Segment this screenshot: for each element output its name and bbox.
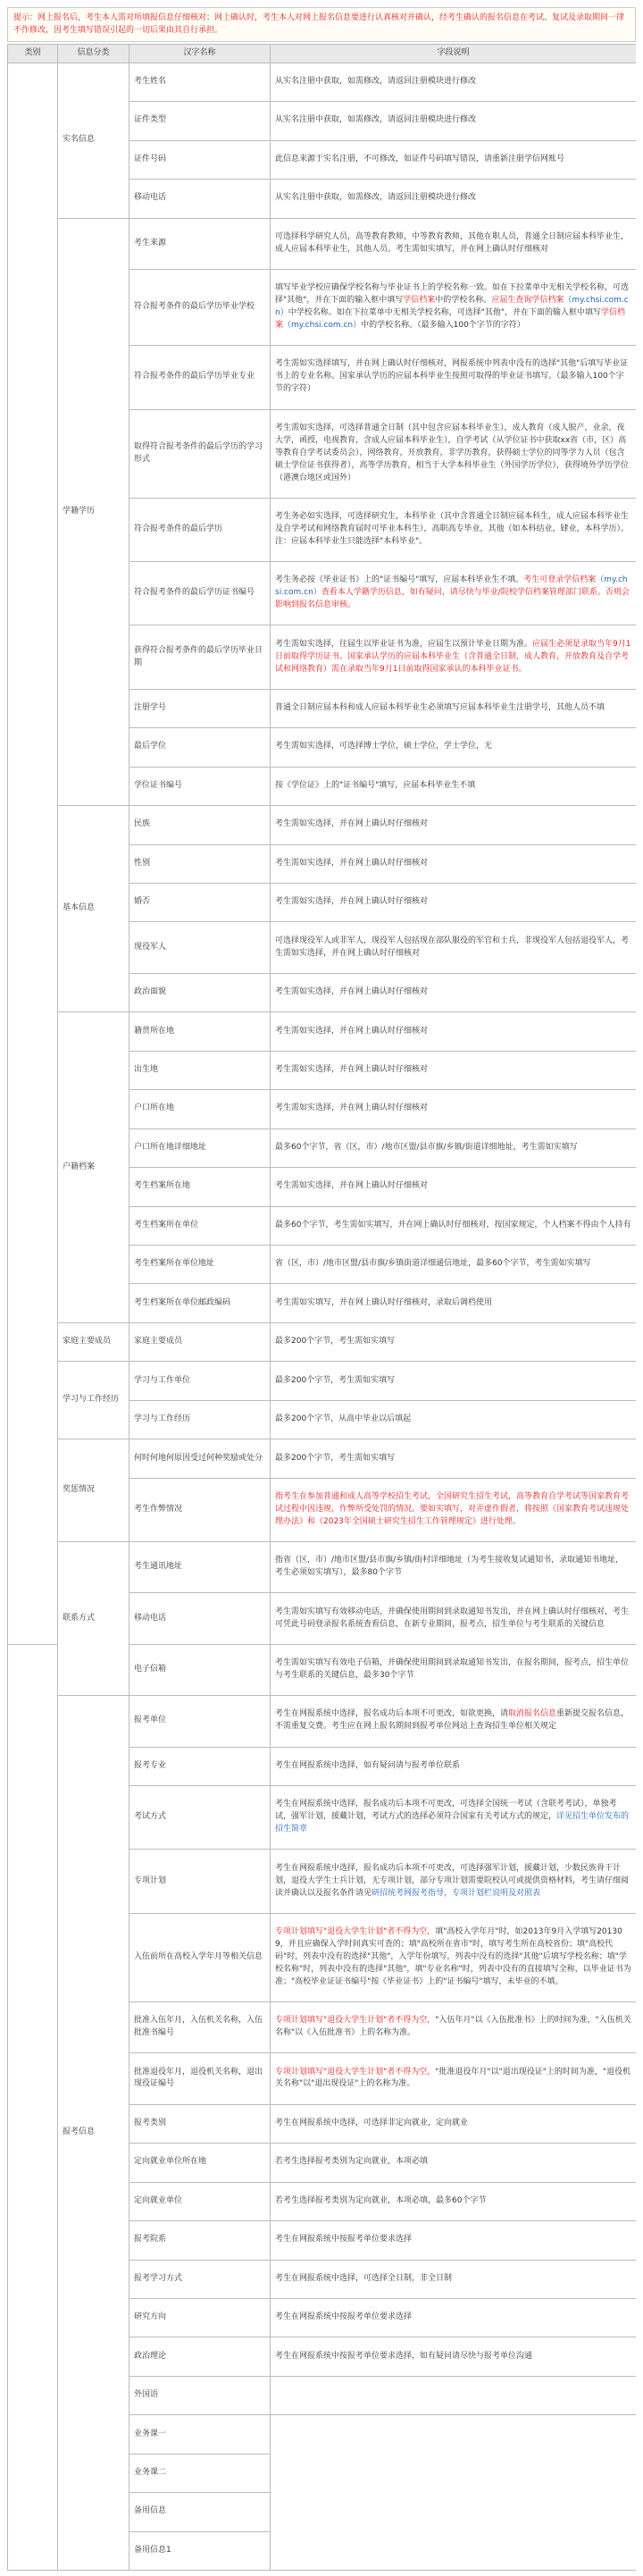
field-name-cell: 符合报考条件的最后学历毕业学校 [129, 269, 271, 345]
desc-text: 查看本人学籍学历信息，如有疑问，请尽快与毕业/院校学信档案管理部门联系。否则会影响到报名信息审核。 [275, 588, 630, 610]
field-desc-cell [271, 2182, 637, 2220]
desc-text: 重新提交报名信息，不需重复交费。考生应在网上报名期间到报考单位网站上查询招生单位相关规定 [275, 1709, 630, 1732]
desc-text: 详见招生单位发布的招生简章 [275, 1812, 630, 1834]
desc-text: 填"高校入学年月"时，如2013年9月入学填写201309，并且应确保入学时间真实可查的；填"高校所在省市"时，填写考生所在高校省份；填"高校代码"时，列表中没有的选择"其他"，入学年份填写，列表中没有的选择"其他"后填写学校名称；填"学校名称"时，列表中没有的选择"其他"，填"专业名称"时，列表中没有的直接填写全称，以毕业证书为准；"高校毕业证证书编号"按《毕业证书》上的"证书编号"填写，未毕业的不填。 [275, 1926, 631, 1986]
desc-text: 中的学校名称。（最多输入100个字节的字符） [361, 320, 525, 330]
desc-text: 考生需如实选择，可选择普通全日制（其中包含应届本科毕业生），成人教育（成人脱产，业余，夜大学，函授，电视教育，含成人应届本科毕业生），自学考试（从学位证书中获取xx省（市，区）高等教育自学考试委员会），网络教育，开放教育，非学历教育，获得硕士学位的同等学力人员（包含硕士学位证书获得者），高等学历教育，相当于大学本科毕业生（外国学历学位），获得境外学历学位（港澳台地区或国外） [275, 423, 630, 482]
field-name-cell: 报考专业 [129, 1747, 271, 1785]
field-name-cell: 考生档案所在单位邮政编码 [129, 1284, 271, 1322]
field-desc-cell [271, 883, 637, 921]
desc-text: 可选择科学研究人员，高等教育教师，中等教育教师，其他在职人员，普通全日制应届本科毕业生，成人应届本科毕业生，其他人员。考生需如实填写，并在网上确认时仔细核对 [275, 231, 630, 254]
field-name-cell: 考生档案所在单位 [129, 1206, 271, 1245]
field-desc-cell [271, 1644, 637, 1695]
field-name-cell: 移动电话 [129, 1593, 271, 1644]
field-desc-cell [271, 1362, 637, 1400]
desc-text: 考生在网报系统中选择，报名成功后本项不可更改，可选择强军计划，援藏计划，少数民族骨干计划，退役大学生士兵计划，无专项计划，部分专项计划需要院校认可或提供资格材料，考生请仔细阅读并确认以及报名条件请见 [275, 1863, 630, 1898]
desc-text: 考生在网报系统中按报考单位要求选择 [275, 2235, 413, 2245]
desc-text: 若考生选择报考类别为定向就业，本项必填，最多60个字节 [275, 2195, 487, 2205]
info-class-cell: 学籍学历 [58, 218, 129, 806]
desc-text: 学信档案 [275, 308, 626, 330]
table-row [8, 1322, 637, 1361]
field-desc-cell [271, 1747, 637, 1785]
desc-text: （my.chsi.com.cn） [275, 296, 629, 318]
desc-text: 应届生必须是录取当年9月1日前取得学历证书。国家承认学历的应届本科毕业生（含普通全日制，成人教育，开放教育及自学考试和网络教育）需在录取当年9月1日前取得国家承认的本科毕业证书。 [275, 639, 631, 674]
field-desc-cell [271, 1322, 637, 1361]
field-desc-cell [271, 1542, 637, 1593]
field-name-cell: 学习与工作经历 [129, 1400, 271, 1439]
desc-text: 考生务必如实选择，可选择研究生，本科毕业（其中含普通全日制应届本科生，成人应届本科毕业生及自学考试和网络教育届时可毕业本科生），高职高专毕业，其他（如本科结业，肄业，本科学历）。注：应届本科毕业生只能选择"本科毕业"。 [275, 511, 630, 546]
table-row [8, 218, 637, 269]
desc-text: 考生需如实选择，可选择博士学位，硕士学位，学士学位，无 [275, 742, 493, 751]
table-row [8, 63, 637, 101]
desc-text: 普通全日制应届本科和成人应届本科毕业生必须填写应届本科毕业生注册学号，其他人员不填 [275, 702, 605, 712]
field-name-cell: 考试方式 [129, 1786, 271, 1850]
field-name-cell: 批准退役年月，退役机关名称，退出现役证编号 [129, 2053, 271, 2104]
field-desc-cell [271, 2001, 637, 2052]
info-class-cell: 奖惩情况 [58, 1439, 129, 1542]
info-class-cell: 户籍档案 [58, 1012, 129, 1323]
field-name-cell: 符合报考条件的最后学历证书编号 [129, 562, 271, 625]
field-desc-cell [271, 1284, 637, 1322]
field-desc-cell [271, 2144, 637, 2182]
desc-text: 考生在网报系统中选择，可选择非定向就业，定向就业 [275, 2118, 469, 2127]
field-spec-table [7, 44, 636, 2571]
field-desc-cell [271, 1439, 637, 1478]
table-row [8, 1439, 637, 1478]
field-name-cell: 学习与工作单位 [129, 1362, 271, 1400]
desc-text: 指省（区，市）/地市区盟/县市旗/乡镇/街村详细地址（为考生接收复试通知书，录取通知书地址，考生必须如实填写），最多80个字节 [275, 1556, 624, 1578]
field-name-cell: 移动电话 [129, 180, 271, 218]
field-name-cell: 学位证书编号 [129, 767, 271, 805]
field-name-cell: 考生通讯地址 [129, 1542, 271, 1593]
category-cell [8, 63, 58, 1644]
desc-text: 考生需如实选择，往届生以毕业证书为准，应届生以预计毕业日期为准。 [275, 639, 533, 649]
header-field-name: 汉字名称 [129, 44, 271, 63]
info-class-cell: 学习与工作经历 [58, 1362, 129, 1439]
field-desc-cell [271, 728, 637, 767]
field-name-cell: 定向就业单位 [129, 2182, 271, 2220]
desc-text: 专项计划填写"退役大学生计划"者不得为空， [275, 1926, 436, 1936]
table-row [8, 1362, 637, 1400]
field-name-cell: 政治面貌 [129, 973, 271, 1011]
field-name-cell: 入伍前所在高校入学年月等相关信息 [129, 1913, 271, 2001]
field-name-cell: 民族 [129, 806, 271, 844]
desc-text: 最多60个字节，省（区，市）/地市区盟/县市旗/乡镇/街道详细地址，考生需如实填写 [275, 1142, 578, 1152]
field-name-cell: 考生档案所在地 [129, 1168, 271, 1206]
desc-text: 从实名注册中获取，如需修改，请返回注册模块进行修改 [275, 193, 477, 203]
desc-text: 最多200个字节，从高中毕业以后填起 [275, 1414, 412, 1424]
category-cell [8, 1644, 58, 2570]
desc-text: 考生需如实填写有效电子信箱，并确保使用期间到录取通知书发出，在报名期间，报考点，招生单位与考生联系的关键信息，最多30个字节 [275, 1658, 630, 1680]
header-field-desc: 字段说明 [271, 44, 637, 63]
desc-text: 学信档案 [403, 296, 436, 306]
info-class-cell: 联系方式 [58, 1542, 129, 1696]
table-row [8, 806, 637, 844]
desc-text: 最多200个字节，考生需如实填写 [275, 1453, 396, 1463]
desc-text: 考生务必按《毕业证书》上的"证书编号"填写，应届本科毕业生不填。 [275, 575, 524, 585]
tip-notice: 提示：网上报名后，考生本人需对所填报信息仔细核对；网上确认时，考生本人对网上报名信息要进行认真核对并确认，经考生确认的报名信息在考试、复试及录取期间一律不作修改，因考生填写错误引起的一切后果由其自行承担。 [7, 7, 636, 42]
desc-text: 考生在网报系统中选择，如有疑问请与报考单位联系 [275, 1760, 461, 1770]
field-desc-cell [271, 625, 637, 689]
field-desc-cell [271, 689, 637, 727]
desc-text: 指考生在参加普通和成人高等学校招生考试，全国研究生招生考试，高等教育自学考试等国家教育考试过程中因违规，作弊所受处罚的情况。要如实填写，对弄虚作假者，将按照《国家教育考试违规处理办法》和《2023年全国硕士研究生招生工作管理规定》进行处理。 [275, 1491, 630, 1526]
desc-text: 最多60个字节，考生需如实填写，并在网上确认时仔细核对，按国家规定，个人档案不得由个人持有 [275, 1220, 631, 1229]
desc-text: 从实名注册中获取，如需修改，请返回注册模块进行修改 [275, 76, 477, 86]
field-name-cell: 业务课一 [129, 2415, 271, 2454]
field-name-cell: 现役军人 [129, 922, 271, 973]
field-desc-cell [271, 1478, 637, 1541]
desc-text: 最多200个字节，考生需如实填写 [275, 1375, 396, 1385]
field-name-cell: 报考类别 [129, 2104, 271, 2143]
field-desc-cell [271, 218, 637, 269]
field-name-cell: 符合报考条件的最后学历毕业专业 [129, 346, 271, 409]
field-name-cell: 定向就业单位所在地 [129, 2144, 271, 2182]
field-name-cell: 户口所在地详细地址 [129, 1129, 271, 1167]
field-name-cell: 报考学习方式 [129, 2260, 271, 2298]
field-name-cell: 研究方向 [129, 2298, 271, 2337]
field-desc-cell [271, 1850, 637, 1913]
desc-text: 考生在网报系统中选择，报名成功后本项不可更改，可选择全国统一考试（含联考考试），单独考试，强军计划，援藏计划，考试方式的选择必须符合国家有关考试方式的规定， [275, 1800, 617, 1822]
field-desc-cell [271, 102, 637, 140]
desc-text: 最多200个字节，考生需如实填写 [275, 1337, 396, 1347]
field-desc-cell [271, 1245, 637, 1283]
desc-text: 考生需如实选择，并在网上确认时仔细核对 [275, 858, 429, 868]
field-name-cell: 批准入伍年月，入伍机关名称，入伍批准书编号 [129, 2001, 271, 2052]
table-row [8, 1542, 637, 1593]
field-name-cell: 证件类型 [129, 102, 271, 140]
field-desc-cell [271, 346, 637, 409]
field-name-cell: 符合报考条件的最后学历 [129, 498, 271, 561]
field-desc-cell [271, 2260, 637, 2298]
desc-text: 若考生选择报考类别为定向就业，本项必填 [275, 2157, 429, 2167]
desc-text: 填写毕业学校应确保学校名称与毕业证书上的学校名称一致。如在下拉菜单中无相关学校名称，可选择"其他"，并在下面的输入框中填写 [275, 283, 630, 306]
table-row [8, 1012, 637, 1051]
field-desc-cell [271, 1168, 637, 1206]
field-desc-cell [271, 767, 637, 805]
field-desc-cell [271, 63, 637, 101]
desc-text: 考生需如实选择，并在网上确认时仔细核对 [275, 819, 429, 829]
desc-text: 考生需如实选择，并在网上确认时仔细核对 [275, 987, 429, 997]
field-name-cell: 籍贯所在地 [129, 1012, 271, 1051]
header-category: 类别 [8, 44, 58, 63]
field-desc-cell [271, 973, 637, 1011]
page [7, 7, 636, 2571]
field-name-cell: 专项计划 [129, 1850, 271, 1913]
desc-text: 考生需如实选择，并在网上确认时仔细核对 [275, 1181, 429, 1191]
table-body [8, 63, 637, 2570]
desc-text: 从实名注册中获取，如需修改，请返回注册模块进行修改 [275, 115, 477, 125]
desc-text: 应届生查询学信档案 [491, 296, 564, 306]
field-desc-cell [271, 140, 637, 179]
field-desc-cell [271, 1206, 637, 1245]
field-name-cell: 备用信息 [129, 2493, 271, 2531]
desc-text: 考生需如实选择，并在网上确认时仔细核对 [275, 1103, 429, 1113]
field-name-cell: 证件号码 [129, 140, 271, 179]
table-row [8, 1696, 637, 1747]
field-desc-cell [271, 269, 637, 345]
field-name-cell: 报考单位 [129, 1696, 271, 1747]
field-name-cell: 婚否 [129, 883, 271, 921]
field-name-cell: 业务课二 [129, 2454, 271, 2492]
field-desc-cell [271, 2104, 637, 2143]
field-desc-cell [271, 180, 637, 218]
field-desc-cell [271, 2415, 637, 2571]
desc-text: 专项计划填写"退役大学生计划"者不得为空， [275, 2016, 436, 2026]
field-desc-cell [271, 2053, 637, 2104]
field-desc-cell [271, 1012, 637, 1051]
desc-text: 中的学校名称。 [435, 296, 492, 306]
field-name-cell: 电子信箱 [129, 1644, 271, 1695]
desc-text: 中学校名称。如在下拉菜单中无相关学校名称，可选择"其他"，并在下面的输入框中填写 [288, 308, 602, 318]
field-name-cell: 家庭主要成员 [129, 1322, 271, 1361]
desc-text: 考生需如实选择填写，并在网上确认时仔细核对，网报系统中列表中没有的选择"其他"后填写毕业证书上的专业名称。国家承认学历的应届本科毕业生按照可取得的毕业证书填写。（最多输入100个字节的字符） [275, 359, 629, 394]
info-class-cell: 基本信息 [58, 806, 129, 1012]
desc-text: 考生需如实填写有效移动电话，并确保使用期间到录取通知书发出，并在网上确认时仔细核对，考生可凭此号码登录报名系统查看信息，在新专业期间，报考点，招生单位与考生联系的关键信息 [275, 1607, 630, 1629]
desc-text: 考生在网报系统中选择，报名成功后本项不可更改，如欲更换，请 [275, 1709, 509, 1719]
desc-text: （my.chsi.com.cn） [275, 575, 628, 598]
desc-text: 考生在网报系统中按报考单位要求选择 [275, 2312, 413, 2322]
info-class-cell: 报考信息 [58, 1696, 129, 2571]
field-name-cell: 何时何地何原因受过何种奖励或处分 [129, 1439, 271, 1478]
field-name-cell: 考生档案所在单位地址 [129, 1245, 271, 1283]
field-name-cell: 报考院系 [129, 2221, 271, 2260]
desc-text: 此信息来源于实名注册，不可修改，如证件号码填写错误，请重新注册学信网账号 [275, 154, 565, 164]
desc-text: 可选择现役军人或非军人，现役军人包括现在部队服役的军官和士兵，非现役军人包括退役军人，考生需如实选择，并在网上确认时仔细核对 [275, 936, 630, 958]
desc-text: 考生需如实选择，并在网上确认时仔细核对 [275, 1064, 429, 1074]
desc-text: "批准退役年月"以"退出现役证"上的时间为准，"退役机关名称"以"退出现役证"上的名称为准。 [275, 2067, 630, 2089]
field-name-cell: 获得符合报考条件的最后学历毕业日期 [129, 625, 271, 689]
header-info-class: 信息分类 [58, 44, 129, 63]
field-desc-cell [271, 498, 637, 561]
desc-text: 考生在网报系统中选择，可选择全日制，非全日制 [275, 2273, 453, 2283]
field-desc-cell [271, 2298, 637, 2337]
field-desc-cell [271, 922, 637, 973]
field-desc-cell [271, 2376, 637, 2414]
field-name-cell: 最后学位 [129, 728, 271, 767]
desc-text: （my.chsi.com.cn） [283, 320, 362, 330]
field-desc-cell [271, 2337, 637, 2376]
field-name-cell: 出生地 [129, 1051, 271, 1089]
desc-text: 考生在网报系统中按报考单位要求选择，如有疑问请尽快与报考单位沟通 [275, 2351, 533, 2361]
desc-text: 省（区，市）/地市区盟/县市旗/乡镇街道详细通信地址，最多60个字节，考生需如实填写 [275, 1259, 591, 1269]
field-desc-cell [271, 844, 637, 883]
info-class-cell: 家庭主要成员 [58, 1322, 129, 1361]
field-desc-cell [271, 562, 637, 625]
field-desc-cell [271, 1593, 637, 1644]
info-class-cell: 实名信息 [58, 63, 129, 218]
field-desc-cell [271, 1696, 637, 1747]
desc-text: 研招统考网报考指导，专项计划栏说明及对照表 [372, 1888, 541, 1898]
desc-text: 考生需如实选择，并在网上确认时仔细核对 [275, 897, 429, 907]
field-name-cell: 政治理论 [129, 2337, 271, 2376]
field-desc-cell [271, 1913, 637, 2001]
field-name-cell: 户口所在地 [129, 1090, 271, 1129]
field-desc-cell [271, 1400, 637, 1439]
desc-text: 专项计划填写"退役大学生计划"者不得为空， [275, 2067, 436, 2077]
field-name-cell: 考生作弊情况 [129, 1478, 271, 1541]
field-name-cell: 取得符合报考条件的最后学历的学习形式 [129, 409, 271, 498]
field-name-cell: 备用信息1 [129, 2531, 271, 2570]
field-name-cell: 考生姓名 [129, 63, 271, 101]
field-desc-cell [271, 2221, 637, 2260]
field-desc-cell [271, 1786, 637, 1850]
field-desc-cell [271, 806, 637, 844]
table-header [8, 44, 637, 63]
field-name-cell: 注册学号 [129, 689, 271, 727]
desc-text: 取消报名信息 [508, 1709, 557, 1719]
field-desc-cell [271, 1051, 637, 1089]
desc-text: 考生需如实选择，并在网上确认时仔细核对 [275, 1026, 429, 1036]
field-name-cell: 考生来源 [129, 218, 271, 269]
desc-text: 考生可登录学信档案 [523, 575, 597, 585]
field-desc-cell [271, 1129, 637, 1167]
desc-text: "入伍年月"以《入伍批准书》上的时间为准，"入伍机关名称"以《入伍批准书》上的名称为准。 [275, 2016, 631, 2038]
field-name-cell: 性别 [129, 844, 271, 883]
field-name-cell: 外国语 [129, 2376, 271, 2414]
field-desc-cell [271, 409, 637, 498]
field-desc-cell [271, 1090, 637, 1129]
desc-text: 按《学位证》上的"证书编号"填写，应届本科毕业生不填 [275, 780, 476, 790]
desc-text: 考生需如实填写，并在网上确认时仔细核对，录取后调档使用 [275, 1297, 493, 1307]
